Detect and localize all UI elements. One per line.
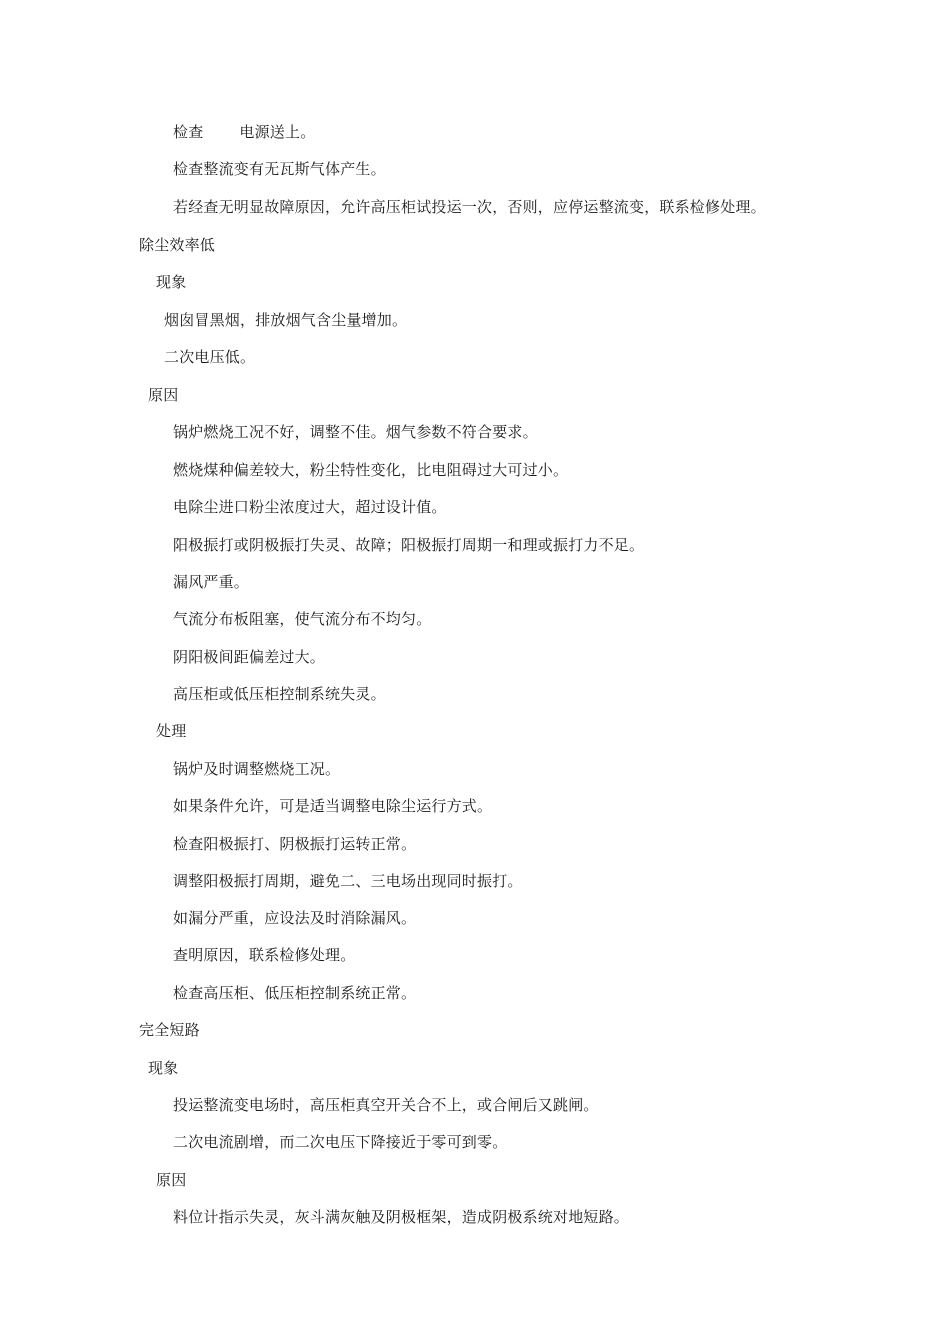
text-line: 锅炉燃烧工况不好，调整不佳。烟气参数不符合要求。 <box>173 423 538 441</box>
text-line: 烟囱冒黑烟，排放烟气含尘量增加。 <box>164 311 408 329</box>
section-heading: 除尘效率低 <box>139 236 216 254</box>
text-line: 投运整流变电场时，高压柜真空开关合不上，或合闸后又跳闸。 <box>173 1096 599 1114</box>
subsection-heading: 原因 <box>156 1171 187 1189</box>
text-line: 如果条件允许，可是适当调整电除尘运行方式。 <box>173 797 493 815</box>
subsection-heading: 现象 <box>156 273 187 291</box>
subsection-heading: 处理 <box>156 722 187 740</box>
text-line: 料位计指示失灵，灰斗满灰触及阴极框架，造成阴极系统对地短路。 <box>173 1208 630 1226</box>
subsection-heading: 现象 <box>148 1059 179 1077</box>
text-segment: 电源送上。 <box>239 123 316 141</box>
text-line: 阳极振打或阴极振打失灵、故障；阳极振打周期一和理或振打力不足。 <box>173 536 645 554</box>
text-line: 查明原因，联系检修处理。 <box>173 946 356 964</box>
text-line: 气流分布板阻塞，使气流分布不均匀。 <box>173 610 432 628</box>
text-line: 锅炉及时调整燃烧工况。 <box>173 760 341 778</box>
subsection-heading: 原因 <box>148 386 179 404</box>
text-line: 检查高压柜、低压柜控制系统正常。 <box>173 984 417 1002</box>
text-line: 检查整流变有无瓦斯气体产生。 <box>173 160 386 178</box>
text-line: 燃烧煤种偏差较大，粉尘特性变化，比电阻碍过大可过小。 <box>173 461 569 479</box>
text-line: 调整阳极振打周期，避免二、三电场出现同时振打。 <box>173 872 523 890</box>
section-heading: 完全短路 <box>139 1021 200 1039</box>
text-line: 检查阳极振打、阴极振打运转正常。 <box>173 835 417 853</box>
text-line <box>173 122 315 142</box>
text-line: 阴阳极间距偏差过大。 <box>173 648 326 666</box>
text-line: 二次电压低。 <box>164 348 256 366</box>
text-line: 电除尘进口粉尘浓度过大，超过设计值。 <box>173 498 447 516</box>
text-line: 二次电流剧增，而二次电压下降接近于零可到零。 <box>173 1133 508 1151</box>
text-segment: 检查 <box>173 123 204 141</box>
text-line: 若经查无明显故障原因，允许高压柜试投运一次，否则，应停运整流变，联系检修处理。 <box>173 198 766 216</box>
text-line: 漏风严重。 <box>173 573 250 591</box>
text-line: 如漏分严重，应设法及时消除漏风。 <box>173 909 417 927</box>
text-line: 高压柜或低压柜控制系统失灵。 <box>173 685 386 703</box>
